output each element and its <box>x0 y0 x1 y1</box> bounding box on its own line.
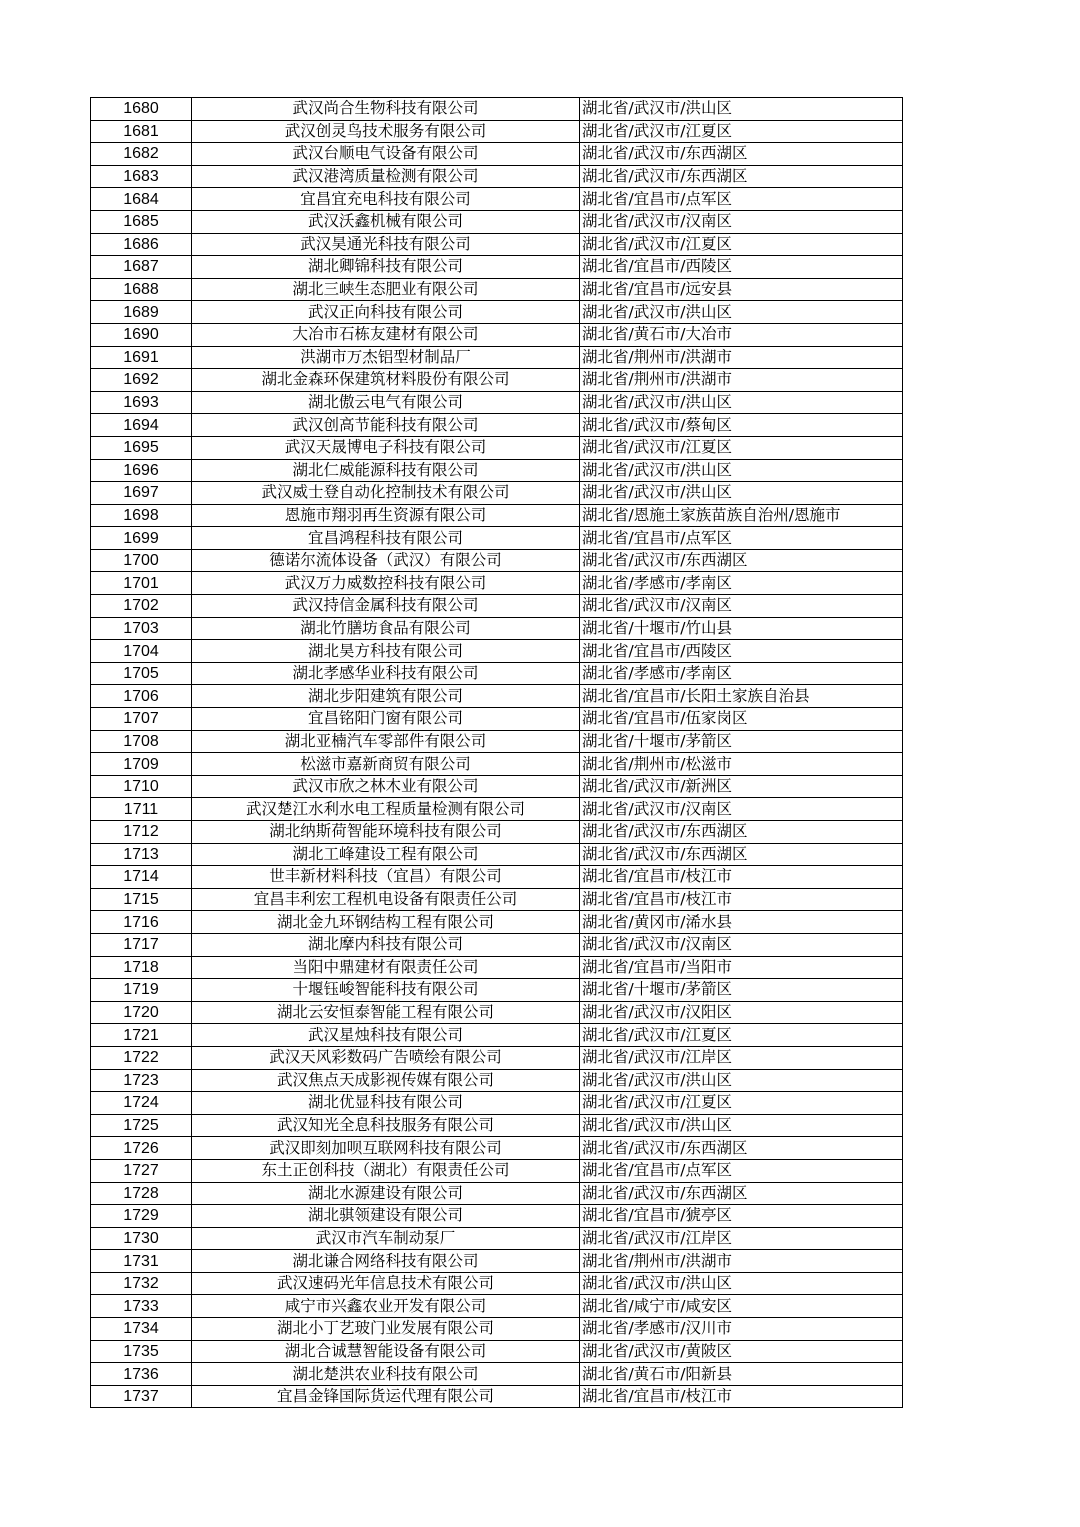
table-row <box>91 1363 903 1386</box>
company-region: 湖北省/武汉市/江岸区 <box>580 1227 903 1250</box>
row-number: 1712 <box>91 821 192 844</box>
company-name: 湖北合诚慧智能设备有限公司 <box>192 1340 580 1363</box>
table-row <box>91 1295 903 1318</box>
company-name: 宜昌鸿程科技有限公司 <box>192 527 580 550</box>
company-name: 湖北亚楠汽车零部件有限公司 <box>192 730 580 753</box>
company-region: 湖北省/十堰市/竹山县 <box>580 617 903 640</box>
row-number: 1702 <box>91 595 192 618</box>
row-number: 1705 <box>91 662 192 685</box>
table-row <box>91 98 903 121</box>
table-row <box>91 775 903 798</box>
company-name: 湖北竹膳坊食品有限公司 <box>192 617 580 640</box>
table-row <box>91 504 903 527</box>
table-row <box>91 188 903 211</box>
company-name: 洪湖市万杰铝型材制品厂 <box>192 346 580 369</box>
row-number: 1691 <box>91 346 192 369</box>
row-number: 1716 <box>91 911 192 934</box>
row-number: 1696 <box>91 459 192 482</box>
row-number: 1725 <box>91 1114 192 1137</box>
company-region: 湖北省/武汉市/洪山区 <box>580 391 903 414</box>
table-row <box>91 301 903 324</box>
company-region: 湖北省/黄冈市/浠水县 <box>580 911 903 934</box>
company-name: 宜昌金锋国际货运代理有限公司 <box>192 1385 580 1408</box>
company-region: 湖北省/武汉市/洪山区 <box>580 1114 903 1137</box>
company-region: 湖北省/宜昌市/伍家岗区 <box>580 708 903 731</box>
row-number: 1732 <box>91 1272 192 1295</box>
table-row <box>91 233 903 256</box>
row-number: 1698 <box>91 504 192 527</box>
table-row <box>91 979 903 1002</box>
row-number: 1720 <box>91 1001 192 1024</box>
table-row <box>91 1137 903 1160</box>
row-number: 1685 <box>91 210 192 233</box>
row-number: 1699 <box>91 527 192 550</box>
company-name: 十堰钰峻智能科技有限公司 <box>192 979 580 1002</box>
company-region: 湖北省/武汉市/东西湖区 <box>580 143 903 166</box>
row-number: 1683 <box>91 165 192 188</box>
company-region: 湖北省/武汉市/洪山区 <box>580 1272 903 1295</box>
table-row <box>91 617 903 640</box>
row-number: 1735 <box>91 1340 192 1363</box>
company-region: 湖北省/武汉市/洪山区 <box>580 482 903 505</box>
row-number: 1727 <box>91 1159 192 1182</box>
table-row <box>91 1250 903 1273</box>
company-name: 武汉威士登自动化控制技术有限公司 <box>192 482 580 505</box>
company-region: 湖北省/武汉市/东西湖区 <box>580 549 903 572</box>
table-row <box>91 120 903 143</box>
row-number: 1693 <box>91 391 192 414</box>
company-region: 湖北省/宜昌市/西陵区 <box>580 640 903 663</box>
company-name: 湖北小丁艺玻门业发展有限公司 <box>192 1318 580 1341</box>
company-region: 湖北省/武汉市/洪山区 <box>580 459 903 482</box>
company-list-table-wrapper <box>90 97 902 1408</box>
row-number: 1722 <box>91 1046 192 1069</box>
company-name: 湖北优显科技有限公司 <box>192 1092 580 1115</box>
table-row <box>91 640 903 663</box>
company-name: 武汉即刻加呗互联网科技有限公司 <box>192 1137 580 1160</box>
table-row <box>91 369 903 392</box>
table-row <box>91 1182 903 1205</box>
row-number: 1710 <box>91 775 192 798</box>
table-row <box>91 662 903 685</box>
company-region: 湖北省/宜昌市/长阳土家族自治县 <box>580 685 903 708</box>
row-number: 1690 <box>91 323 192 346</box>
company-name: 武汉知光全息科技服务有限公司 <box>192 1114 580 1137</box>
company-region: 湖北省/咸宁市/咸安区 <box>580 1295 903 1318</box>
row-number: 1724 <box>91 1092 192 1115</box>
row-number: 1714 <box>91 866 192 889</box>
company-name: 湖北工峰建设工程有限公司 <box>192 843 580 866</box>
company-name: 武汉沃鑫机械有限公司 <box>192 210 580 233</box>
table-row <box>91 888 903 911</box>
company-region: 湖北省/武汉市/江岸区 <box>580 1046 903 1069</box>
row-number: 1708 <box>91 730 192 753</box>
row-number: 1682 <box>91 143 192 166</box>
company-region: 湖北省/荆州市/洪湖市 <box>580 1250 903 1273</box>
company-region: 湖北省/十堰市/茅箭区 <box>580 730 903 753</box>
row-number: 1687 <box>91 256 192 279</box>
row-number: 1715 <box>91 888 192 911</box>
table-row <box>91 527 903 550</box>
table-row <box>91 1092 903 1115</box>
company-name: 咸宁市兴鑫农业开发有限公司 <box>192 1295 580 1318</box>
table-row <box>91 595 903 618</box>
company-region: 湖北省/孝感市/孝南区 <box>580 662 903 685</box>
table-row <box>91 549 903 572</box>
company-region: 湖北省/武汉市/汉阳区 <box>580 1001 903 1024</box>
row-number: 1729 <box>91 1205 192 1228</box>
company-region: 湖北省/武汉市/东西湖区 <box>580 821 903 844</box>
row-number: 1723 <box>91 1069 192 1092</box>
company-region: 湖北省/宜昌市/西陵区 <box>580 256 903 279</box>
company-name: 湖北卿锦科技有限公司 <box>192 256 580 279</box>
company-region: 湖北省/十堰市/茅箭区 <box>580 979 903 1002</box>
company-region: 湖北省/武汉市/江夏区 <box>580 436 903 459</box>
table-row <box>91 1046 903 1069</box>
table-row <box>91 1227 903 1250</box>
company-name: 当阳中鼎建材有限责任公司 <box>192 956 580 979</box>
company-region: 湖北省/孝感市/孝南区 <box>580 572 903 595</box>
company-name: 湖北谦合网络科技有限公司 <box>192 1250 580 1273</box>
table-row <box>91 1114 903 1137</box>
company-name: 武汉尚合生物科技有限公司 <box>192 98 580 121</box>
row-number: 1681 <box>91 120 192 143</box>
company-name: 武汉速码光年信息技术有限公司 <box>192 1272 580 1295</box>
company-name: 世丰新材料科技（宜昌）有限公司 <box>192 866 580 889</box>
company-name: 武汉星烛科技有限公司 <box>192 1024 580 1047</box>
company-region: 湖北省/宜昌市/枝江市 <box>580 1385 903 1408</box>
company-name: 湖北孝感华业科技有限公司 <box>192 662 580 685</box>
company-region: 湖北省/武汉市/洪山区 <box>580 1069 903 1092</box>
company-region: 湖北省/宜昌市/猇亭区 <box>580 1205 903 1228</box>
company-region: 湖北省/武汉市/江夏区 <box>580 1092 903 1115</box>
row-number: 1726 <box>91 1137 192 1160</box>
table-row <box>91 1159 903 1182</box>
table-row <box>91 436 903 459</box>
company-name: 宜昌丰利宏工程机电设备有限责任公司 <box>192 888 580 911</box>
company-region: 湖北省/武汉市/洪山区 <box>580 301 903 324</box>
table-row <box>91 866 903 889</box>
company-name: 湖北纳斯荷智能环境科技有限公司 <box>192 821 580 844</box>
table-row <box>91 1318 903 1341</box>
company-region: 湖北省/恩施土家族苗族自治州/恩施市 <box>580 504 903 527</box>
company-name: 武汉创高节能科技有限公司 <box>192 414 580 437</box>
company-list-table <box>90 97 903 1408</box>
company-region: 湖北省/荆州市/洪湖市 <box>580 369 903 392</box>
row-number: 1737 <box>91 1385 192 1408</box>
table-row <box>91 933 903 956</box>
row-number: 1692 <box>91 369 192 392</box>
row-number: 1713 <box>91 843 192 866</box>
company-name: 宜昌铭阳门窗有限公司 <box>192 708 580 731</box>
company-region: 湖北省/荆州市/洪湖市 <box>580 346 903 369</box>
company-region: 湖北省/黄石市/阳新县 <box>580 1363 903 1386</box>
company-region: 湖北省/宜昌市/当阳市 <box>580 956 903 979</box>
company-name: 湖北三峡生态肥业有限公司 <box>192 278 580 301</box>
company-region: 湖北省/武汉市/汉南区 <box>580 595 903 618</box>
row-number: 1721 <box>91 1024 192 1047</box>
row-number: 1728 <box>91 1182 192 1205</box>
table-row <box>91 1272 903 1295</box>
company-name: 武汉昊通光科技有限公司 <box>192 233 580 256</box>
row-number: 1718 <box>91 956 192 979</box>
company-name: 德诺尔流体设备（武汉）有限公司 <box>192 549 580 572</box>
table-row <box>91 323 903 346</box>
company-region: 湖北省/武汉市/东西湖区 <box>580 1182 903 1205</box>
table-row <box>91 482 903 505</box>
company-name: 武汉万力威数控科技有限公司 <box>192 572 580 595</box>
company-name: 湖北金九环钢结构工程有限公司 <box>192 911 580 934</box>
row-number: 1684 <box>91 188 192 211</box>
table-row <box>91 1069 903 1092</box>
row-number: 1731 <box>91 1250 192 1273</box>
row-number: 1694 <box>91 414 192 437</box>
company-name: 武汉楚江水利水电工程质量检测有限公司 <box>192 798 580 821</box>
company-region: 湖北省/武汉市/黄陂区 <box>580 1340 903 1363</box>
company-name: 湖北水源建设有限公司 <box>192 1182 580 1205</box>
company-name: 宜昌宜充电科技有限公司 <box>192 188 580 211</box>
company-name: 武汉创灵鸟技术服务有限公司 <box>192 120 580 143</box>
row-number: 1688 <box>91 278 192 301</box>
row-number: 1709 <box>91 753 192 776</box>
row-number: 1719 <box>91 979 192 1002</box>
company-name: 东土正创科技（湖北）有限责任公司 <box>192 1159 580 1182</box>
table-row <box>91 165 903 188</box>
company-region: 湖北省/宜昌市/点军区 <box>580 1159 903 1182</box>
company-name: 湖北傲云电气有限公司 <box>192 391 580 414</box>
table-row <box>91 459 903 482</box>
company-region: 湖北省/武汉市/洪山区 <box>580 98 903 121</box>
company-region: 湖北省/武汉市/东西湖区 <box>580 165 903 188</box>
table-row <box>91 730 903 753</box>
table-row <box>91 572 903 595</box>
company-region: 湖北省/武汉市/新洲区 <box>580 775 903 798</box>
company-region: 湖北省/武汉市/江夏区 <box>580 1024 903 1047</box>
company-region: 湖北省/荆州市/松滋市 <box>580 753 903 776</box>
row-number: 1711 <box>91 798 192 821</box>
table-row <box>91 685 903 708</box>
table-row <box>91 210 903 233</box>
row-number: 1730 <box>91 1227 192 1250</box>
table-row <box>91 753 903 776</box>
table-row <box>91 708 903 731</box>
row-number: 1686 <box>91 233 192 256</box>
row-number: 1695 <box>91 436 192 459</box>
company-region: 湖北省/武汉市/东西湖区 <box>580 1137 903 1160</box>
company-name: 武汉持信金属科技有限公司 <box>192 595 580 618</box>
company-name: 大冶市石栋友建材有限公司 <box>192 323 580 346</box>
company-name: 湖北云安恒泰智能工程有限公司 <box>192 1001 580 1024</box>
company-name: 武汉正向科技有限公司 <box>192 301 580 324</box>
company-name: 武汉市汽车制动泵厂 <box>192 1227 580 1250</box>
row-number: 1707 <box>91 708 192 731</box>
company-name: 湖北金森环保建筑材料股份有限公司 <box>192 369 580 392</box>
company-region: 湖北省/武汉市/江夏区 <box>580 233 903 256</box>
company-name: 武汉台顺电气设备有限公司 <box>192 143 580 166</box>
company-region: 湖北省/武汉市/东西湖区 <box>580 843 903 866</box>
company-name: 武汉焦点天成影视传媒有限公司 <box>192 1069 580 1092</box>
company-name: 湖北仁威能源科技有限公司 <box>192 459 580 482</box>
company-name: 湖北摩内科技有限公司 <box>192 933 580 956</box>
table-row <box>91 278 903 301</box>
table-row <box>91 414 903 437</box>
row-number: 1697 <box>91 482 192 505</box>
company-region: 湖北省/黄石市/大冶市 <box>580 323 903 346</box>
table-row <box>91 256 903 279</box>
company-name: 武汉天晟博电子科技有限公司 <box>192 436 580 459</box>
company-name: 湖北昊方科技有限公司 <box>192 640 580 663</box>
company-name: 湖北步阳建筑有限公司 <box>192 685 580 708</box>
row-number: 1689 <box>91 301 192 324</box>
table-row <box>91 391 903 414</box>
company-region: 湖北省/宜昌市/远安县 <box>580 278 903 301</box>
row-number: 1704 <box>91 640 192 663</box>
company-region: 湖北省/武汉市/汉南区 <box>580 210 903 233</box>
table-body <box>91 98 903 1408</box>
row-number: 1717 <box>91 933 192 956</box>
company-region: 湖北省/宜昌市/枝江市 <box>580 888 903 911</box>
company-region: 湖北省/宜昌市/枝江市 <box>580 866 903 889</box>
table-row <box>91 843 903 866</box>
table-row <box>91 1024 903 1047</box>
table-row <box>91 1205 903 1228</box>
company-region: 湖北省/武汉市/江夏区 <box>580 120 903 143</box>
row-number: 1703 <box>91 617 192 640</box>
company-region: 湖北省/武汉市/汉南区 <box>580 798 903 821</box>
company-name: 恩施市翔羽再生资源有限公司 <box>192 504 580 527</box>
table-row <box>91 911 903 934</box>
row-number: 1706 <box>91 685 192 708</box>
company-region: 湖北省/武汉市/汉南区 <box>580 933 903 956</box>
company-region: 湖北省/宜昌市/点军区 <box>580 527 903 550</box>
company-region: 湖北省/武汉市/蔡甸区 <box>580 414 903 437</box>
row-number: 1734 <box>91 1318 192 1341</box>
company-region: 湖北省/孝感市/汉川市 <box>580 1318 903 1341</box>
company-name: 武汉天风彩数码广告喷绘有限公司 <box>192 1046 580 1069</box>
table-row <box>91 346 903 369</box>
company-name: 武汉市欣之林木业有限公司 <box>192 775 580 798</box>
row-number: 1733 <box>91 1295 192 1318</box>
table-row <box>91 821 903 844</box>
company-name: 武汉港湾质量检测有限公司 <box>192 165 580 188</box>
row-number: 1701 <box>91 572 192 595</box>
row-number: 1700 <box>91 549 192 572</box>
table-row <box>91 1385 903 1408</box>
table-row <box>91 1001 903 1024</box>
table-row <box>91 798 903 821</box>
company-name: 湖北骐领建设有限公司 <box>192 1205 580 1228</box>
row-number: 1736 <box>91 1363 192 1386</box>
company-region: 湖北省/宜昌市/点军区 <box>580 188 903 211</box>
company-name: 松滋市嘉新商贸有限公司 <box>192 753 580 776</box>
row-number: 1680 <box>91 98 192 121</box>
company-name: 湖北楚洪农业科技有限公司 <box>192 1363 580 1386</box>
table-row <box>91 1340 903 1363</box>
table-row <box>91 956 903 979</box>
table-row <box>91 143 903 166</box>
